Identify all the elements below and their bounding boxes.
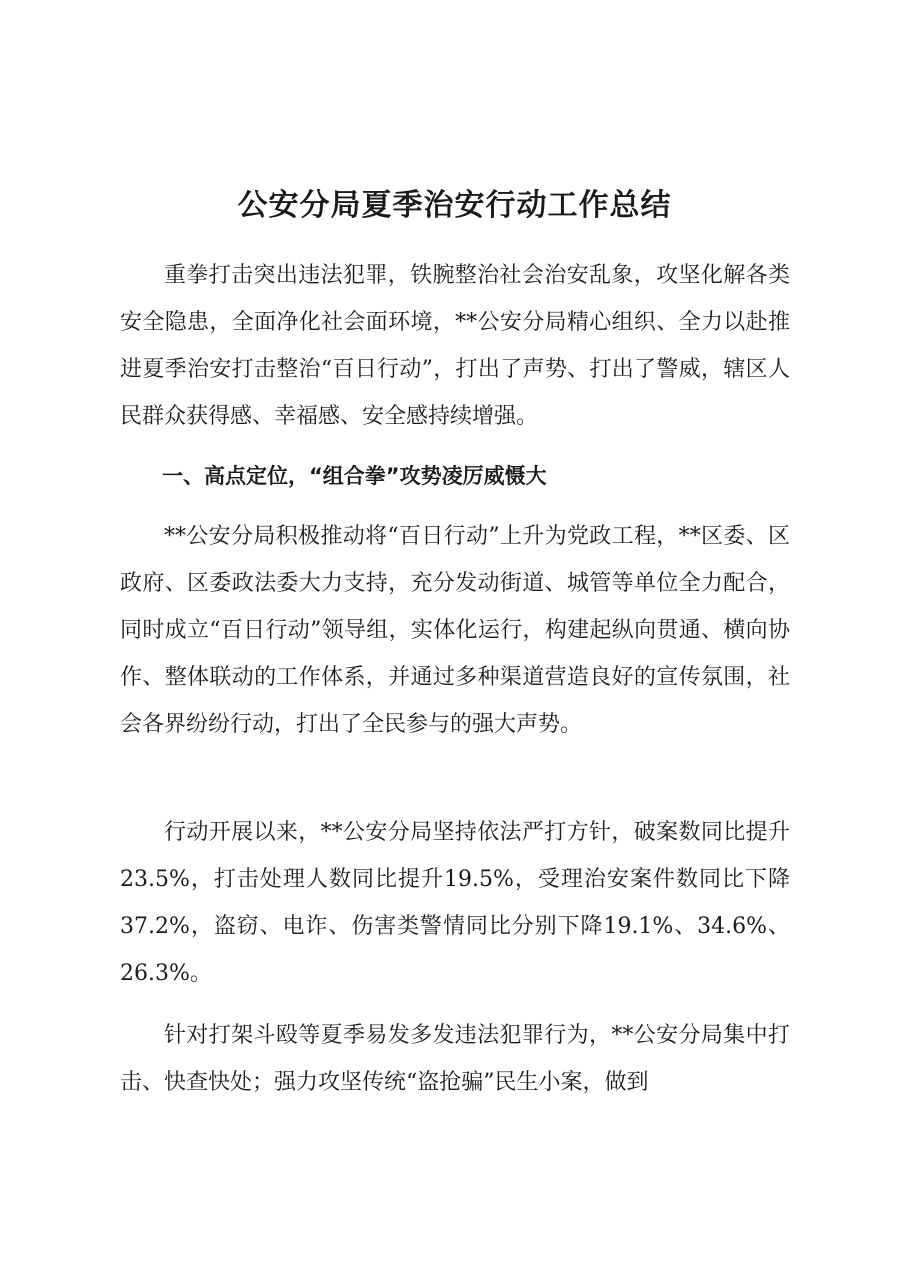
paragraph-crackdown: 针对打架斗殴等夏季易发多发违法犯罪行为，**公安分局集中打击、快查快处；强力攻坚传统“盗抢骗”民生小案，做到 [120, 1023, 790, 1095]
paragraph-organization: **公安分局积极推动将“百日行动”上升为党政工程，**区委、区政府、区委政法委大力支持，充分发动街道、城管等单位全力配合，同时成立“百日行动”领导组，实体化运行，构建起纵向贯通、横向协作、整体联动的工作体系，并通过多种渠道营造良好的宣传氛围，社会各界纷纷行动，打出了全民参与的强大声势。 [120, 524, 790, 737]
document-title: 公安分局夏季治安行动工作总结 [237, 188, 672, 223]
intro-paragraph: 重拳打击突出违法犯罪，铁腕整治社会治安乱象，攻坚化解各类安全隐患，全面净化社会面环境，**公安分局精心组织、全力以赴推进夏季治安打击整治“百日行动”，打出了声势、打出了警威，辖区人民群众获得感、幸福感、安全感持续增强。 [120, 263, 790, 429]
paragraph-statistics: 行动开展以来，**公安分局坚持依法严打方针，破案数同比提升23.5%，打击处理人数同比提升19.5%，受理治安案件数同比下降37.2%，盗窃、电诈、伤害类警情同比分别下降19.1%、34.6%、26.3%。 [120, 820, 790, 986]
section-heading: 一、高点定位，“组合拳”攻势凌厉威慑大 [162, 464, 547, 488]
